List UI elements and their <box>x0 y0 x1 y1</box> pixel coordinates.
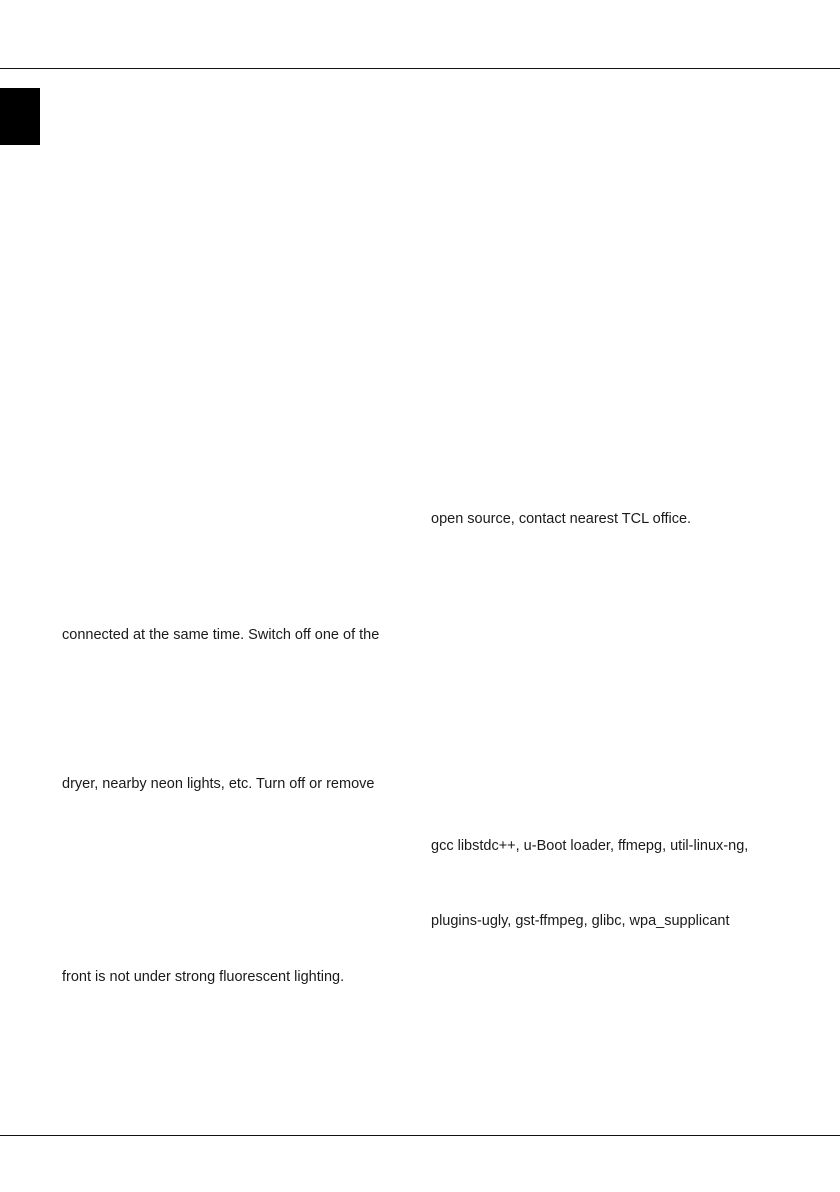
header-divider <box>0 68 840 69</box>
right-text-line-3: plugins-ugly, gst-ffmpeg, glibc, wpa_supplicant <box>431 913 730 929</box>
right-text-line-2: gcc libstdc++, u-Boot loader, ffmepg, util-linux-ng, <box>431 838 749 854</box>
left-text-line-1: connected at the same time. Switch off one of the <box>62 627 380 643</box>
left-text-line-2: dryer, nearby neon lights, etc. Turn off or remove <box>62 776 375 792</box>
section-tab-marker <box>0 88 40 145</box>
footer-divider <box>0 1135 840 1136</box>
right-text-line-1: open source, contact nearest TCL office. <box>431 511 692 527</box>
left-text-line-3: front is not under strong fluorescent lighting. <box>62 969 345 985</box>
